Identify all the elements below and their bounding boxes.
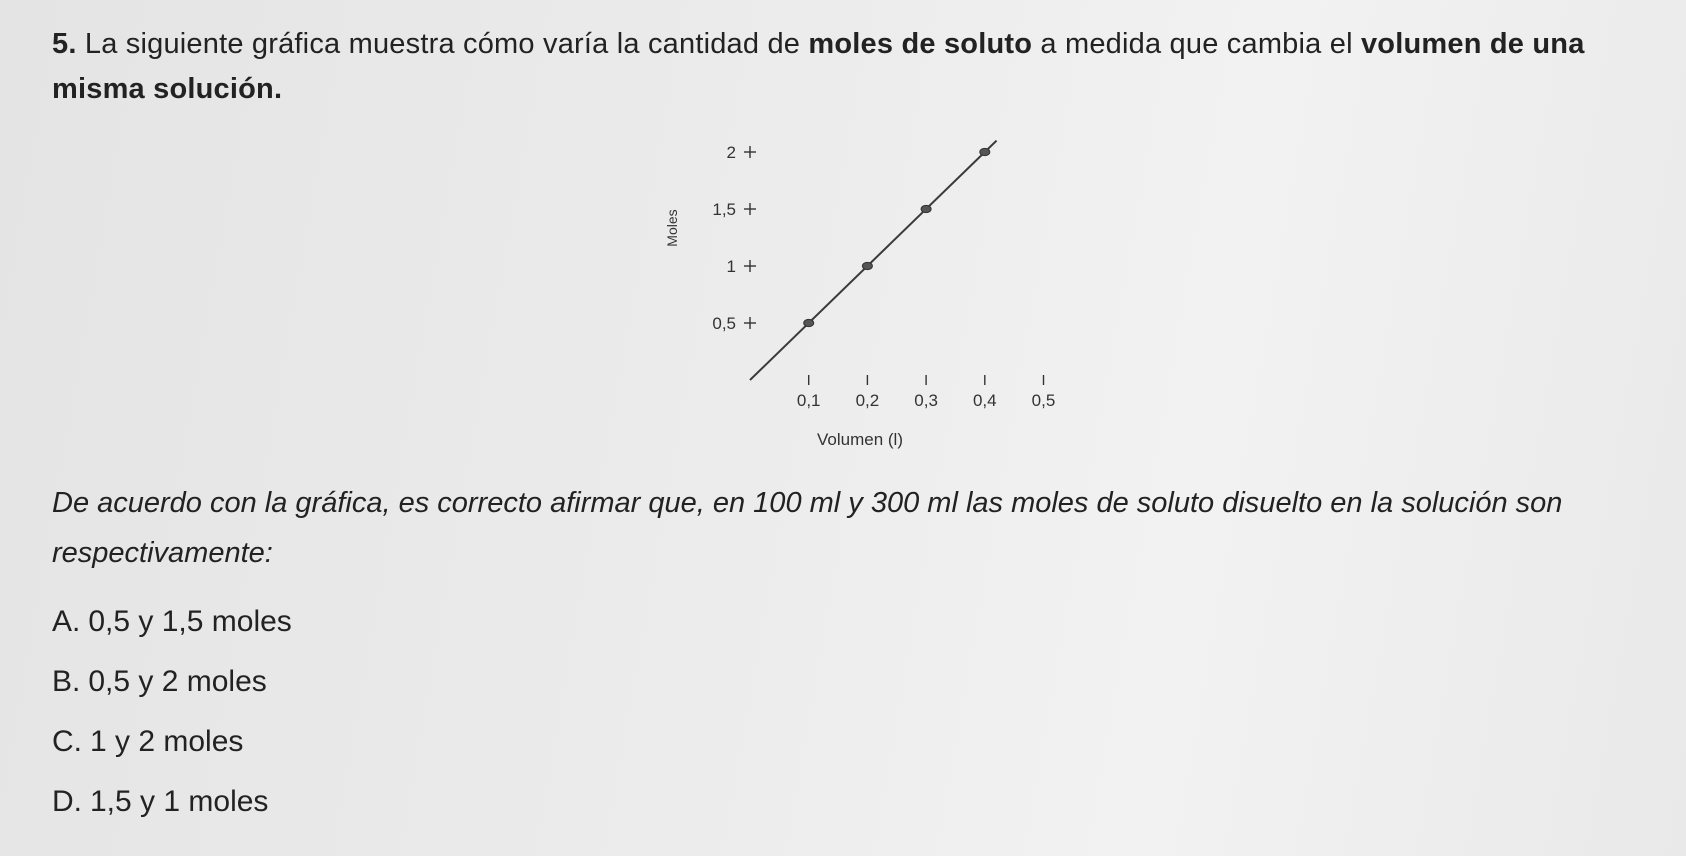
question-part-1: La siguiente gráfica muestra cómo varía la cantidad de: [84, 28, 809, 60]
question-bold-2: volumen de una misma solución.: [52, 28, 1585, 105]
y-tick-label-3: 2: [726, 143, 736, 162]
question-part-2: a medida que cambia el: [1032, 28, 1361, 60]
question-number: 5.: [52, 28, 77, 60]
data-point-3: [980, 148, 990, 155]
option-b-text: 0,5 y 2 moles: [88, 665, 267, 698]
answer-options: [52, 600, 300, 840]
y-tick-label-2: 1,5: [712, 200, 736, 219]
option-b[interactable]: [52, 660, 300, 720]
question-bold-1: moles de soluto: [808, 28, 1033, 60]
question-stem: De acuerdo con la gráfica, es correcto afirmar que, en 100 ml y 300 ml las moles de soluto disuelto en la solución son respectivamente:: [52, 487, 1563, 569]
x-tick-label-0: 0,1: [796, 391, 821, 410]
option-a[interactable]: [52, 600, 300, 660]
option-a-letter: A.: [52, 605, 81, 638]
data-line: [750, 141, 997, 380]
data-point-1: [862, 262, 872, 269]
x-axis-label: Volumen (l): [817, 430, 903, 449]
x-tick-label-4: 0,5: [1031, 391, 1056, 410]
y-tick-label-1: 1: [726, 257, 736, 276]
x-tick-label-2: 0,3: [914, 391, 938, 410]
question-text: [52, 22, 1632, 112]
chart-plot-area: [712, 141, 1055, 410]
option-c[interactable]: [52, 720, 300, 780]
option-d-text: 1,5 y 1 moles: [90, 785, 269, 818]
y-axis-label: Moles: [664, 209, 680, 247]
option-a-text: 0,5 y 1,5 moles: [88, 605, 292, 638]
moles-volume-chart: [640, 128, 1080, 458]
x-tick-label-3: 0,4: [972, 391, 997, 410]
data-point-0: [804, 319, 814, 326]
data-point-2: [921, 205, 931, 212]
x-tick-label-1: 0,2: [855, 391, 880, 410]
option-c-letter: C.: [52, 725, 82, 758]
option-d-letter: D.: [52, 785, 82, 818]
y-tick-label-0: 0,5: [712, 314, 736, 333]
option-d[interactable]: [52, 780, 300, 840]
option-b-letter: B.: [52, 665, 81, 698]
option-c-text: 1 y 2 moles: [90, 725, 244, 758]
